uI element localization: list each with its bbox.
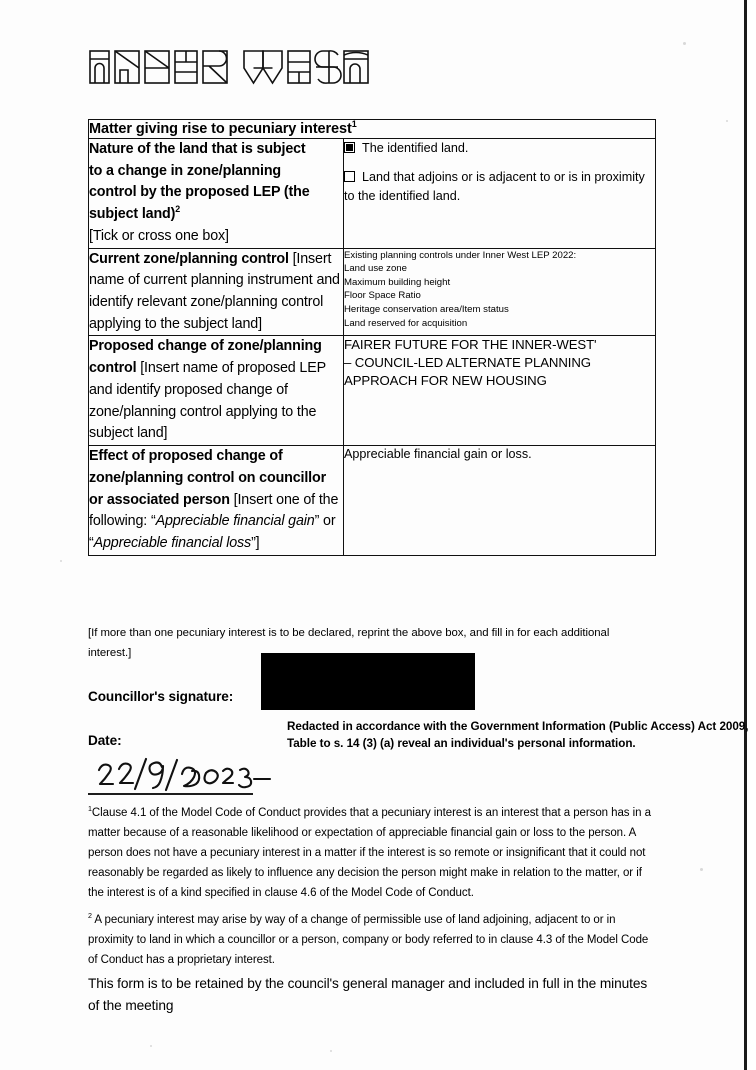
date-label: Date: <box>88 733 122 748</box>
table-header-cell <box>89 120 656 139</box>
current-control-item-2: Maximum building height <box>344 276 451 288</box>
nature-label-line-2: to a change in zone/planning <box>89 162 281 179</box>
nature-label-instruction: [Tick or cross one box] <box>89 227 229 244</box>
current-control-item-5: Land reserved for acquisition <box>344 317 468 329</box>
proposed-change-label-cell <box>89 336 344 446</box>
checkbox-option-adjoining-land[interactable] <box>344 168 655 205</box>
redaction-notice: Redacted in accordance with the Government Information (Public Access) Act 2009, Table to s. 14 (3) (a) reveal an individual's personal information. <box>287 720 749 751</box>
scan-speckle <box>726 120 728 122</box>
current-control-instruction: [Insert name of current planning instrument and identify relevant zone/planning control applying to the subject land] <box>89 250 340 332</box>
current-control-item-3: Floor Space Ratio <box>344 290 421 302</box>
proposed-change-line-2: – COUNCIL-LED ALTERNATE PLANNING <box>344 355 591 371</box>
page-edge-shadow <box>744 0 747 1070</box>
inner-west-council-logo <box>88 46 388 88</box>
nature-of-land-value-cell <box>344 139 656 249</box>
effect-label-cell: Effect of proposed change of zone/planning control on councillor or associated person [Insert one of the following: “Appreciable financial gain” or “Appreciable financial loss”] <box>89 446 344 556</box>
scan-speckle <box>700 868 703 871</box>
closing-statement: This form is to be retained by the council's general manager and included in full in the minutes of the meeting <box>88 976 648 1014</box>
current-control-item-4: Heritage conservation area/Item status <box>344 304 509 316</box>
effect-value-cell <box>344 446 656 556</box>
nature-label-line-1: Nature of the land that is subject <box>89 141 306 157</box>
footnote-two-text: A pecuniary interest may arise by way of a change of permissible use of land adjoining, adjacent to or in proximity to land in which a councillor or a person, company or body referred to in clause 4.3 of the Model Code of Conduct has a proprietary interest. <box>88 914 649 966</box>
footnote-two <box>88 911 654 971</box>
nature-label-line-4: subject land) <box>89 206 176 223</box>
checkbox-unchecked-icon[interactable] <box>344 171 355 182</box>
proposed-change-line-3: APPROACH FOR NEW HOUSING <box>344 372 547 388</box>
scan-speckle <box>60 560 62 562</box>
table-row-nature-of-land <box>89 139 656 249</box>
footnote-marker-2: 2 <box>175 204 181 215</box>
handwritten-date <box>94 757 274 793</box>
proposed-change-line-1: FAIRER FUTURE FOR THE INNER-WEST' <box>344 337 597 353</box>
table-row-proposed-change <box>89 336 656 446</box>
table-row-effect <box>89 446 656 556</box>
scan-speckle <box>683 42 686 45</box>
pecuniary-interest-table <box>88 119 656 556</box>
current-control-heading: Current zone/planning control <box>89 250 289 267</box>
checkbox-option-identified-land-label: The identified land. <box>362 141 469 155</box>
table-header-label: Matter giving rise to pecuniary interest <box>89 121 352 137</box>
footnote-two-marker: 2 <box>88 912 92 921</box>
effect-value: Appreciable financial gain or loss. <box>344 447 532 462</box>
effect-option-gain-suffix: ” or <box>314 513 336 530</box>
current-control-label-cell <box>89 248 344 336</box>
checkbox-option-identified-land[interactable] <box>344 139 655 157</box>
checkbox-checked-icon[interactable] <box>344 142 355 153</box>
proposed-change-heading: Proposed change of zone/planning control <box>89 338 322 377</box>
nature-label-line-3: control by the proposed LEP (the <box>89 184 310 201</box>
footnote-one <box>88 804 654 903</box>
effect-option-gain: Appreciable financial gain <box>155 513 315 530</box>
table-row-current-control <box>89 248 656 336</box>
footnote-one-text: Clause 4.1 of the Model Code of Conduct provides that a pecuniary interest is an interest that a person has in a matter because of a reasonable likelihood or expectation of appreciable financial gain or loss to the person. A person does not have a pecuniary interest in a matter if the interest is so remote or insignificant that it could not reasonably be regarded as likely to influence any decision the person might make in relation to the matter, or if the interest is of a kind specified in clause 4.6 of the Model Code of Conduct. <box>88 807 651 899</box>
scan-speckle <box>150 1045 152 1047</box>
effect-heading: Effect of proposed change of zone/planning control on councillor or associated person <box>89 448 326 508</box>
proposed-change-value-cell <box>344 336 656 446</box>
footnote-one-marker: 1 <box>88 805 92 814</box>
nature-of-land-label-cell <box>89 139 344 249</box>
current-control-value-heading: Existing planning controls under Inner West LEP 2022: <box>344 249 577 261</box>
page-margin-gutter <box>747 0 756 1070</box>
effect-option-loss-suffix: ”] <box>251 534 260 551</box>
scan-speckle <box>330 1050 332 1052</box>
checkbox-option-adjoining-land-label: Land that adjoins or is adjacent to or is in proximity to the identified land. <box>344 170 645 203</box>
effect-option-loss: Appreciable financial loss <box>93 534 252 551</box>
proposed-change-instruction: [Insert name of proposed LEP and identify proposed change of zone/planning control applying to the subject land] <box>89 360 326 442</box>
current-control-item-1: Land use zone <box>344 263 407 275</box>
date-underline <box>88 793 253 795</box>
signature-redaction-block <box>261 653 475 710</box>
table-row-header <box>89 120 656 139</box>
effect-instruction-intro: [Insert one of the following: <box>89 491 339 530</box>
repeat-instruction-note: [If more than one pecuniary interest is to be declared, reprint the above box, and fill in for each additional interest.] <box>88 627 610 659</box>
footnote-marker-1: 1 <box>351 119 357 130</box>
councillor-signature-label: Councillor's signature: <box>88 689 234 704</box>
current-control-value-cell <box>344 248 656 336</box>
